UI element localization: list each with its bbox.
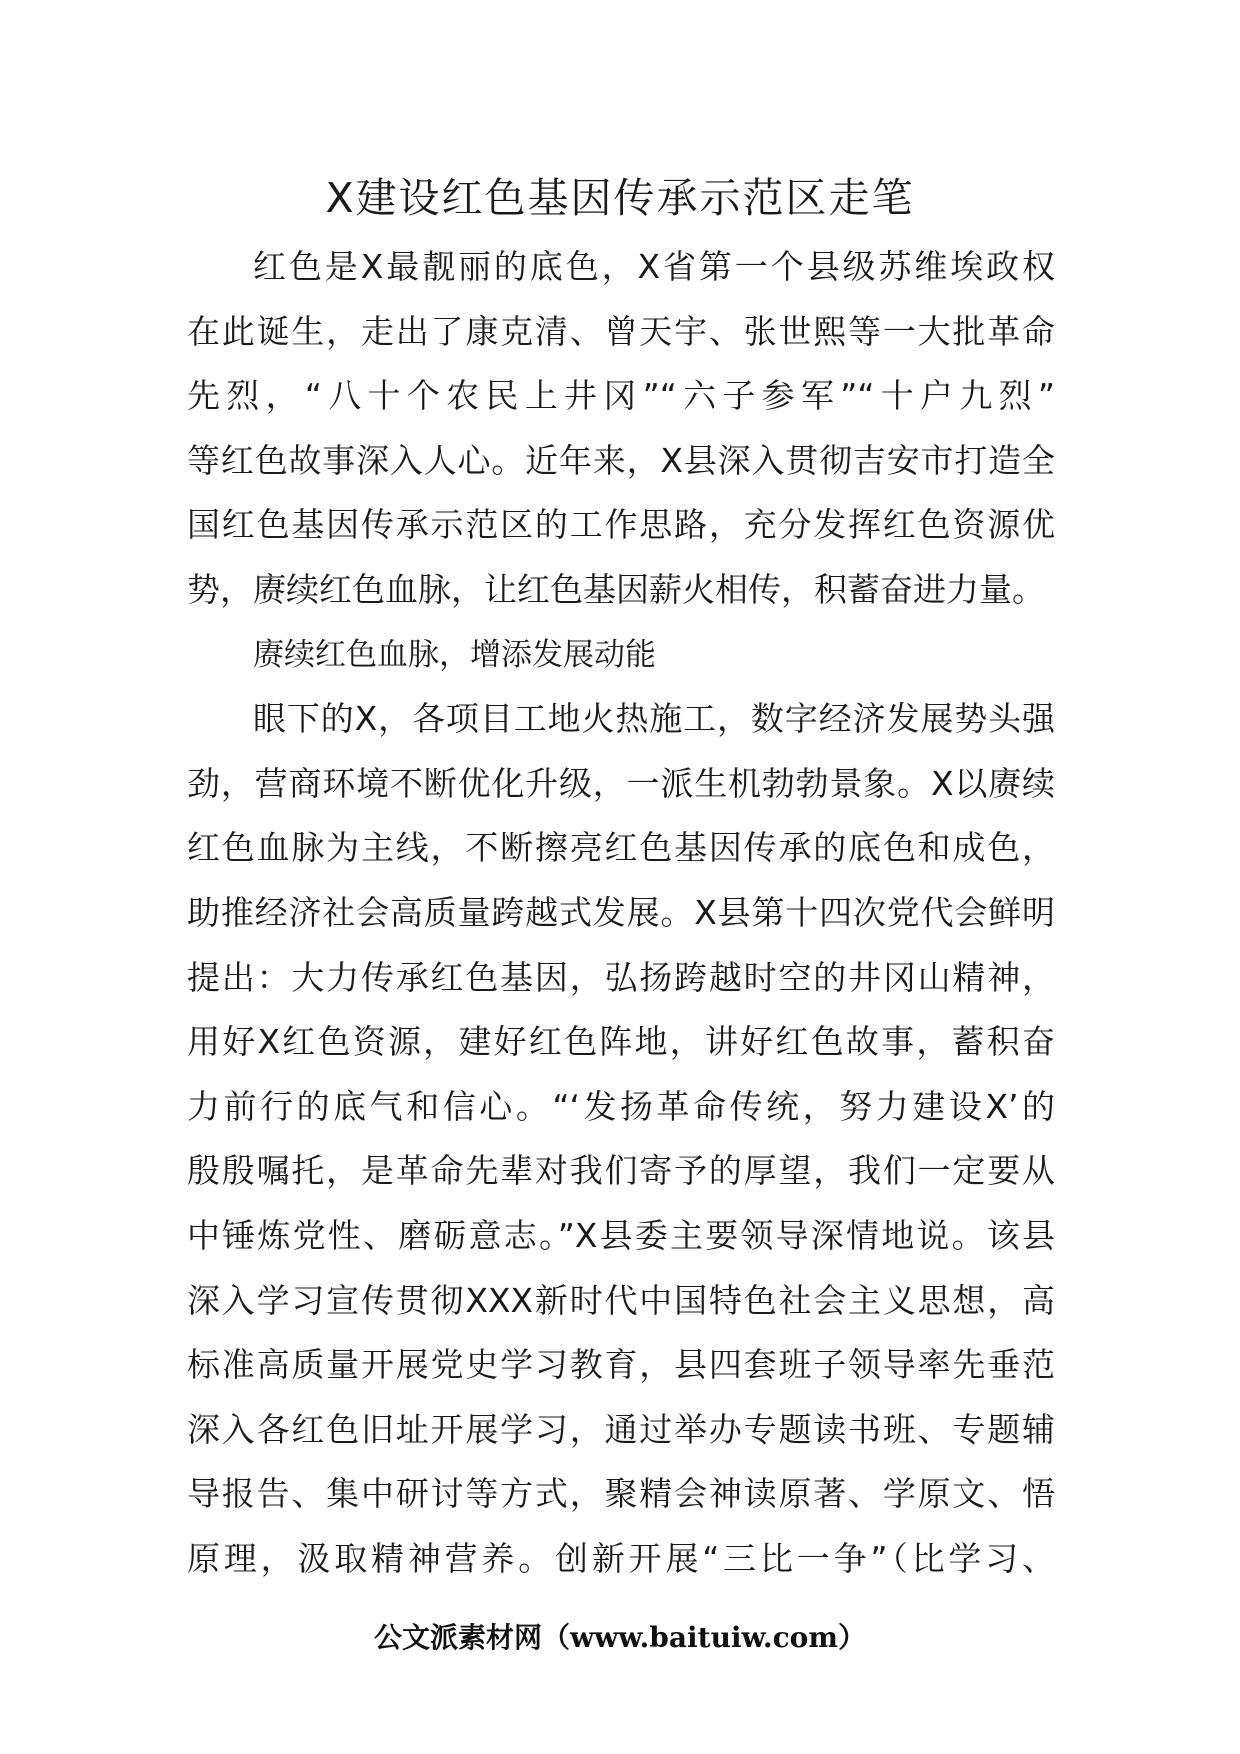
paragraph-line: 在此诞生，走出了康克清、曾天宇、张世熙等一大批革命 <box>187 311 1055 351</box>
paragraph-line: 劲，营商环境不断优化升级，一派生机勃勃景象。X以赓续 <box>187 763 1055 803</box>
paragraph-line: 眼下的X，各项目工地火热施工，数字经济发展势头强 <box>253 699 1055 739</box>
paragraph-line: 力前行的底气和信心。“‘发扬革命传统，努力建设X’的 <box>187 1086 1055 1126</box>
paragraph-line: 红色是X最靓丽的底色，X省第一个县级苏维埃政权 <box>253 247 1055 286</box>
paragraph-line: 标准高质量开展党史学习教育，县四套班子领导率先垂范 <box>187 1345 1055 1385</box>
paragraph-line: 红色血脉为主线，不断擦亮红色基因传承的底色和成色， <box>187 828 1055 868</box>
paragraph-line: 深入各红色旧址开展学习，通过举办专题读书班、专题辅 <box>187 1409 1055 1449</box>
paragraph-line: 等红色故事深入人心。近年来，X县深入贯彻吉安市打造全 <box>187 440 1055 480</box>
paragraph-line: 助推经济社会高质量跨越式发展。X县第十四次党代会鲜明 <box>187 892 1055 932</box>
footer-watermark: 公文派素材网（www.baituiw.com） <box>374 1621 866 1654</box>
paragraph-line: 势，赓续红色血脉，让红色基因薪火相传，积蓄奋进力量。 <box>187 569 1045 609</box>
paragraph-line: 提出：大力传承红色基因，弘扬跨越时空的井冈山精神， <box>187 957 1055 997</box>
document-body <box>187 235 1055 1591</box>
paragraph-line: 深入学习宣传贯彻XXX新时代中国特色社会主义思想，高 <box>187 1280 1055 1320</box>
section-heading: 赓续红色血脉，增添发展动能 <box>253 636 656 673</box>
paragraph-line: 导报告、集中研讨等方式，聚精会神读原著、学原文、悟 <box>187 1474 1055 1514</box>
paragraph-line: 先烈，“八十个农民上井冈”“六子参军”“十户九烈” <box>187 376 1055 416</box>
paragraph-line: 中锤炼党性、磨砺意志。”X县委主要领导深情地说。该县 <box>187 1215 1055 1255</box>
paragraph-line: 用好X红色资源，建好红色阵地，讲好红色故事，蓄积奋 <box>187 1022 1055 1062</box>
document-title: X建设红色基因传承示范区走笔 <box>325 174 915 222</box>
paragraph-line: 国红色基因传承示范区的工作思路，充分发挥红色资源优 <box>187 505 1055 545</box>
paragraph-line: 原理，汲取精神营养。创新开展“三比一争”（比学习、 <box>187 1538 1055 1578</box>
paragraph-line: 殷殷嘱托，是革命先辈对我们寄予的厚望，我们一定要从 <box>187 1151 1055 1191</box>
